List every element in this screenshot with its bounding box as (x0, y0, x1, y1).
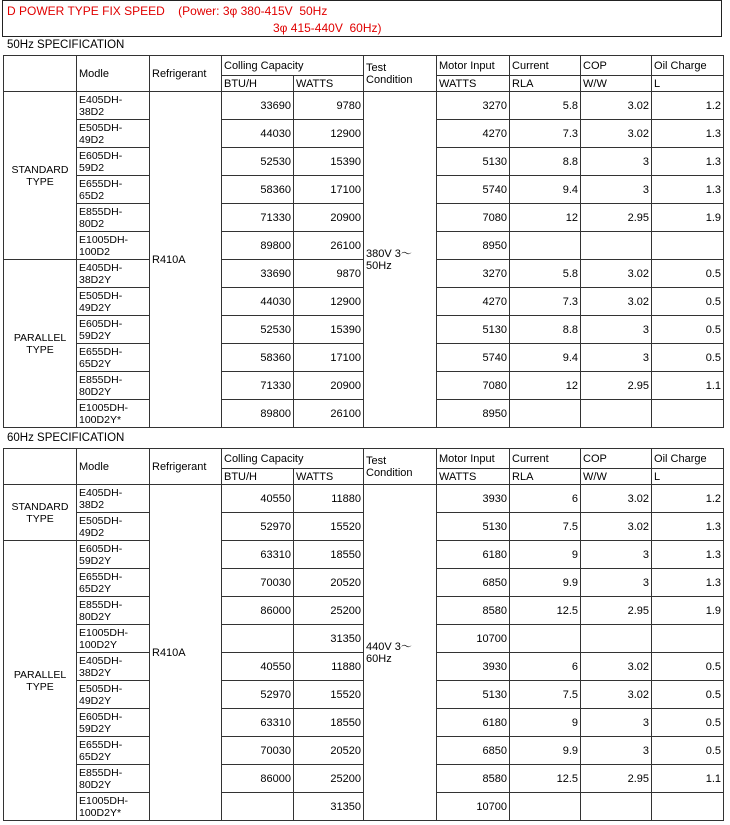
btu-cell: 71330 (222, 372, 294, 400)
cop-cell: 3.02 (581, 260, 652, 288)
current-cell: 5.8 (510, 260, 581, 288)
current-cell: 6 (510, 485, 581, 513)
header-oil-unit: L (652, 469, 724, 485)
oil-charge-cell: 0.5 (652, 260, 724, 288)
model-cell: E605DH-59D2Y (77, 316, 150, 344)
motor-input-cell: 4270 (437, 120, 510, 148)
current-cell: 9.9 (510, 569, 581, 597)
test-condition-cell: 380V 3～ 50Hz (364, 92, 437, 428)
watts-cell: 31350 (294, 625, 364, 653)
watts-cell: 31350 (294, 793, 364, 821)
watts-cell: 26100 (294, 232, 364, 260)
cop-cell (581, 793, 652, 821)
header-current-unit: RLA (510, 469, 581, 485)
motor-input-cell: 7080 (437, 204, 510, 232)
btu-cell: 44030 (222, 120, 294, 148)
motor-input-cell: 8580 (437, 597, 510, 625)
header-cop-unit: W/W (581, 76, 652, 92)
table-row (4, 625, 724, 653)
oil-charge-cell: 1.1 (652, 372, 724, 400)
current-cell: 9.4 (510, 344, 581, 372)
current-cell: 9 (510, 709, 581, 737)
motor-input-cell: 7080 (437, 372, 510, 400)
btu-cell: 52970 (222, 681, 294, 709)
current-cell: 8.8 (510, 148, 581, 176)
table-row (4, 569, 724, 597)
cop-cell: 3.02 (581, 92, 652, 120)
oil-charge-cell: 0.5 (652, 653, 724, 681)
model-cell: E605DH-59D2 (77, 148, 150, 176)
cop-cell: 2.95 (581, 597, 652, 625)
current-cell: 8.8 (510, 316, 581, 344)
header-motor-unit: WATTS (437, 76, 510, 92)
header-btu: BTU/H (222, 76, 294, 92)
group-parallel-type: PARALLEL TYPE (4, 260, 77, 428)
cop-cell: 3 (581, 569, 652, 597)
table-row (4, 372, 724, 400)
motor-input-cell: 4270 (437, 288, 510, 316)
watts-cell: 15520 (294, 513, 364, 541)
model-cell: E405DH-38D2 (77, 92, 150, 120)
table-row (4, 176, 724, 204)
cop-cell: 3 (581, 541, 652, 569)
current-cell: 12 (510, 204, 581, 232)
table-row (4, 765, 724, 793)
current-cell (510, 232, 581, 260)
model-cell: E1005DH-100D2Y (77, 625, 150, 653)
header-current: Current (510, 449, 581, 469)
btu-cell: 52530 (222, 148, 294, 176)
header-refrigerant: Refrigerant (150, 56, 222, 92)
btu-cell: 52530 (222, 316, 294, 344)
header-watts: WATTS (294, 469, 364, 485)
refrigerant-cell: R410A (150, 485, 222, 821)
current-cell: 9 (510, 541, 581, 569)
table-row (4, 653, 724, 681)
watts-cell: 18550 (294, 709, 364, 737)
header-cop: COP (581, 449, 652, 469)
motor-input-cell: 10700 (437, 793, 510, 821)
header-refrigerant: Refrigerant (150, 449, 222, 485)
current-cell: 7.3 (510, 288, 581, 316)
motor-input-cell: 5130 (437, 148, 510, 176)
motor-input-cell: 8950 (437, 400, 510, 428)
watts-cell: 25200 (294, 597, 364, 625)
cop-cell: 3.02 (581, 120, 652, 148)
oil-charge-cell (652, 793, 724, 821)
cop-cell (581, 232, 652, 260)
watts-cell: 15520 (294, 681, 364, 709)
oil-charge-cell: 0.5 (652, 681, 724, 709)
cop-cell: 3 (581, 737, 652, 765)
btu-cell: 70030 (222, 569, 294, 597)
model-cell: E505DH-49D2 (77, 120, 150, 148)
table-row (4, 400, 724, 428)
model-cell: E855DH-80D2Y (77, 765, 150, 793)
header-cop: COP (581, 56, 652, 76)
header-modle: Modle (77, 449, 150, 485)
watts-cell: 11880 (294, 653, 364, 681)
spec50-table (3, 55, 724, 428)
current-cell (510, 793, 581, 821)
watts-cell: 9780 (294, 92, 364, 120)
watts-cell: 12900 (294, 120, 364, 148)
table-row (4, 681, 724, 709)
btu-cell: 33690 (222, 92, 294, 120)
watts-cell: 17100 (294, 176, 364, 204)
oil-charge-cell: 0.5 (652, 344, 724, 372)
model-cell: E405DH-38D2Y (77, 260, 150, 288)
btu-cell: 86000 (222, 597, 294, 625)
model-cell: E655DH-65D2Y (77, 569, 150, 597)
motor-input-cell: 6850 (437, 737, 510, 765)
btu-cell: 71330 (222, 204, 294, 232)
watts-cell: 18550 (294, 541, 364, 569)
current-cell: 7.5 (510, 681, 581, 709)
header-current: Current (510, 56, 581, 76)
cop-cell: 2.95 (581, 372, 652, 400)
motor-input-cell: 8950 (437, 232, 510, 260)
group-standard-type: STANDARD TYPE (4, 485, 77, 541)
motor-input-cell: 5130 (437, 316, 510, 344)
motor-input-cell: 10700 (437, 625, 510, 653)
header-watts: WATTS (294, 76, 364, 92)
current-cell: 5.8 (510, 92, 581, 120)
title-line-1: D POWER TYPE FIX SPEED (Power: 3φ 380-415V 50Hz (7, 4, 328, 18)
model-cell: E405DH-38D2Y (77, 653, 150, 681)
spec60-label: 60Hz SPECIFICATION (7, 432, 125, 444)
test-condition-cell: 440V 3～ 60Hz (364, 485, 437, 821)
motor-input-cell: 8580 (437, 765, 510, 793)
current-cell: 12.5 (510, 597, 581, 625)
cop-cell: 3 (581, 316, 652, 344)
cop-cell: 3.02 (581, 485, 652, 513)
table-row (4, 709, 724, 737)
header-modle: Modle (77, 56, 150, 92)
btu-cell: 63310 (222, 709, 294, 737)
model-cell: E855DH-80D2 (77, 204, 150, 232)
motor-input-cell: 3270 (437, 92, 510, 120)
model-cell: E405DH-38D2 (77, 485, 150, 513)
btu-cell: 63310 (222, 541, 294, 569)
oil-charge-cell: 1.9 (652, 204, 724, 232)
watts-cell: 20900 (294, 204, 364, 232)
btu-cell: 58360 (222, 344, 294, 372)
watts-cell: 25200 (294, 765, 364, 793)
oil-charge-cell: 1.9 (652, 597, 724, 625)
oil-charge-cell: 0.5 (652, 316, 724, 344)
model-cell: E655DH-65D2Y (77, 344, 150, 372)
header-blank (4, 56, 77, 92)
table-row (4, 597, 724, 625)
table-row (4, 120, 724, 148)
header-oil-charge: Oil Charge (652, 449, 724, 469)
motor-input-cell: 3930 (437, 653, 510, 681)
current-cell: 12 (510, 372, 581, 400)
header-motor-unit: WATTS (437, 469, 510, 485)
current-cell (510, 400, 581, 428)
btu-cell: 52970 (222, 513, 294, 541)
oil-charge-cell (652, 232, 724, 260)
table-row (4, 541, 724, 569)
table-row (4, 92, 724, 120)
oil-charge-cell: 1.2 (652, 485, 724, 513)
spec50-label: 50Hz SPECIFICATION (7, 39, 125, 51)
cop-cell (581, 625, 652, 653)
motor-input-cell: 5740 (437, 176, 510, 204)
oil-charge-cell (652, 400, 724, 428)
watts-cell: 12900 (294, 288, 364, 316)
model-cell: E655DH-65D2Y (77, 737, 150, 765)
motor-input-cell: 3270 (437, 260, 510, 288)
motor-input-cell: 6180 (437, 709, 510, 737)
model-cell: E1005DH-100D2Y* (77, 400, 150, 428)
oil-charge-cell: 1.3 (652, 569, 724, 597)
btu-cell: 40550 (222, 485, 294, 513)
oil-charge-cell: 1.1 (652, 765, 724, 793)
cop-cell: 3.02 (581, 288, 652, 316)
btu-cell: 44030 (222, 288, 294, 316)
cop-cell: 3 (581, 709, 652, 737)
cop-cell: 3 (581, 176, 652, 204)
btu-cell: 70030 (222, 737, 294, 765)
header-motor-input: Motor Input (437, 449, 510, 469)
title-line-2: 3φ 415-440V 60Hz) (273, 21, 382, 35)
oil-charge-cell: 1.3 (652, 513, 724, 541)
table-row (4, 204, 724, 232)
table-row (4, 793, 724, 821)
model-cell: E505DH-49D2Y (77, 288, 150, 316)
header-motor-input: Motor Input (437, 56, 510, 76)
motor-input-cell: 6180 (437, 541, 510, 569)
motor-input-cell: 5740 (437, 344, 510, 372)
btu-cell (222, 793, 294, 821)
model-cell: E655DH-65D2 (77, 176, 150, 204)
header-cooling-capacity: Colling Capacity (222, 449, 364, 469)
oil-charge-cell: 0.5 (652, 288, 724, 316)
watts-cell: 11880 (294, 485, 364, 513)
header-test-condition: Test Condition (364, 449, 437, 485)
table-row (4, 288, 724, 316)
model-cell: E605DH-59D2Y (77, 709, 150, 737)
table-row (4, 148, 724, 176)
group-standard-type: STANDARD TYPE (4, 92, 77, 260)
watts-cell: 20520 (294, 737, 364, 765)
oil-charge-cell: 1.3 (652, 541, 724, 569)
watts-cell: 26100 (294, 400, 364, 428)
spec60-table (3, 448, 724, 821)
oil-charge-cell (652, 625, 724, 653)
cop-cell: 3.02 (581, 681, 652, 709)
model-cell: E505DH-49D2 (77, 513, 150, 541)
current-cell: 9.9 (510, 737, 581, 765)
table-row (4, 513, 724, 541)
table-row (4, 485, 724, 513)
header-test-condition: Test Condition (364, 56, 437, 92)
header-oil-unit: L (652, 76, 724, 92)
current-cell: 7.3 (510, 120, 581, 148)
motor-input-cell: 3930 (437, 485, 510, 513)
btu-cell: 89800 (222, 232, 294, 260)
header-blank (4, 449, 77, 485)
header-cop-unit: W/W (581, 469, 652, 485)
btu-cell: 89800 (222, 400, 294, 428)
model-cell: E505DH-49D2Y (77, 681, 150, 709)
title-box (2, 0, 722, 37)
table-row (4, 737, 724, 765)
watts-cell: 15390 (294, 316, 364, 344)
current-cell (510, 625, 581, 653)
table-row (4, 232, 724, 260)
header-oil-charge: Oil Charge (652, 56, 724, 76)
table-row (4, 260, 724, 288)
btu-cell: 86000 (222, 765, 294, 793)
group-parallel-type: PARALLEL TYPE (4, 541, 77, 821)
watts-cell: 20520 (294, 569, 364, 597)
btu-cell: 33690 (222, 260, 294, 288)
cop-cell (581, 400, 652, 428)
table-row (4, 316, 724, 344)
oil-charge-cell: 1.3 (652, 176, 724, 204)
table-row (4, 344, 724, 372)
oil-charge-cell: 1.2 (652, 92, 724, 120)
motor-input-cell: 6850 (437, 569, 510, 597)
model-cell: E1005DH-100D2 (77, 232, 150, 260)
btu-cell (222, 625, 294, 653)
cop-cell: 3.02 (581, 513, 652, 541)
header-cooling-capacity: Colling Capacity (222, 56, 364, 76)
cop-cell: 2.95 (581, 765, 652, 793)
watts-cell: 20900 (294, 372, 364, 400)
header-btu: BTU/H (222, 469, 294, 485)
model-cell: E605DH-59D2Y (77, 541, 150, 569)
watts-cell: 15390 (294, 148, 364, 176)
watts-cell: 9870 (294, 260, 364, 288)
btu-cell: 58360 (222, 176, 294, 204)
model-cell: E855DH-80D2Y (77, 597, 150, 625)
motor-input-cell: 5130 (437, 513, 510, 541)
cop-cell: 3 (581, 344, 652, 372)
model-cell: E855DH-80D2Y (77, 372, 150, 400)
current-cell: 6 (510, 653, 581, 681)
oil-charge-cell: 1.3 (652, 148, 724, 176)
model-cell: E1005DH-100D2Y* (77, 793, 150, 821)
current-cell: 7.5 (510, 513, 581, 541)
motor-input-cell: 5130 (437, 681, 510, 709)
header-current-unit: RLA (510, 76, 581, 92)
cop-cell: 2.95 (581, 204, 652, 232)
btu-cell: 40550 (222, 653, 294, 681)
oil-charge-cell: 0.5 (652, 737, 724, 765)
watts-cell: 17100 (294, 344, 364, 372)
oil-charge-cell: 0.5 (652, 709, 724, 737)
current-cell: 9.4 (510, 176, 581, 204)
cop-cell: 3.02 (581, 653, 652, 681)
cop-cell: 3 (581, 148, 652, 176)
oil-charge-cell: 1.3 (652, 120, 724, 148)
refrigerant-cell: R410A (150, 92, 222, 428)
current-cell: 12.5 (510, 765, 581, 793)
